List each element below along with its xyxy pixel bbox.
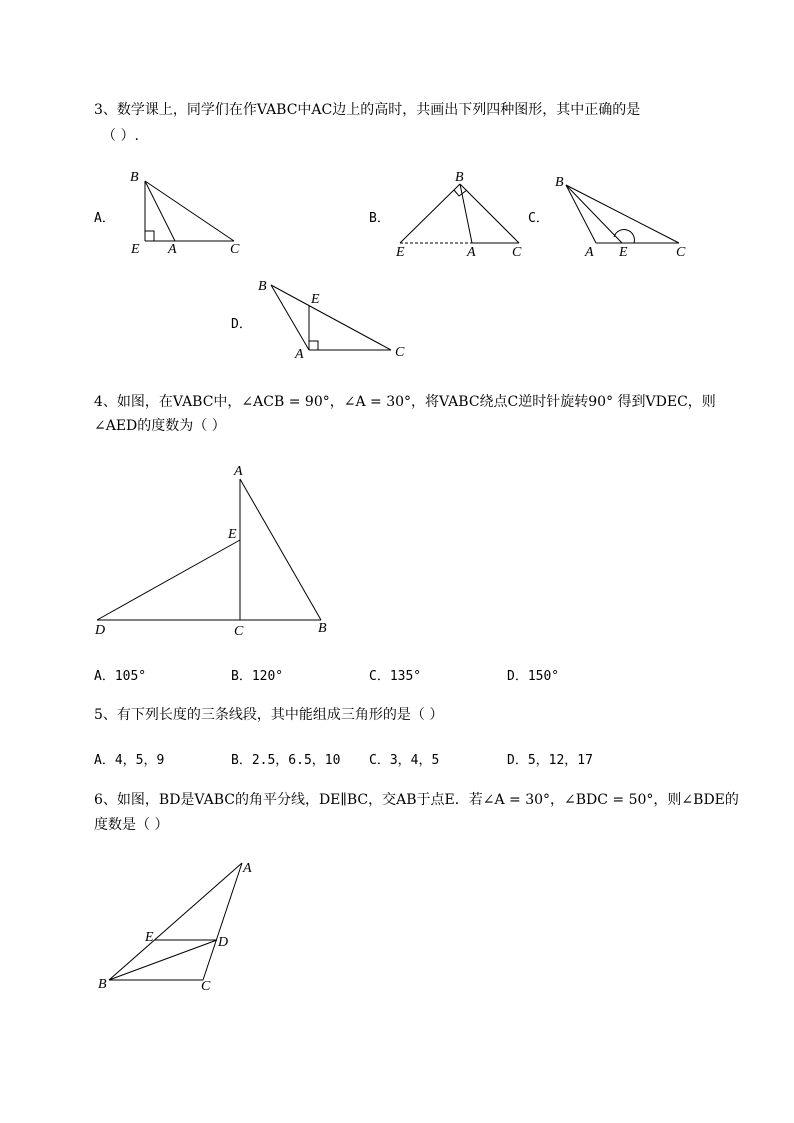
q3-option-c-label[interactable]: C． — [528, 211, 549, 226]
q4-stem-line2: ∠AED的度数为（ ） — [94, 418, 226, 434]
q6-bisector-bd — [109, 940, 217, 980]
q6-label-d: D — [218, 935, 229, 950]
q5-option-a[interactable]: A．4，5，9 — [94, 753, 165, 768]
q3-option-a-label[interactable]: A． — [94, 211, 115, 226]
q3c-label-c: C — [676, 245, 686, 260]
q3c-label-e: E — [619, 245, 628, 260]
q4-label-a: A — [234, 464, 243, 479]
q3-option-b-label[interactable]: B． — [369, 211, 390, 226]
q4-option-b[interactable]: B．120° — [231, 669, 284, 684]
q3b-label-c: C — [512, 245, 522, 260]
q3b-label-b: B — [455, 170, 464, 185]
q3d-label-c: C — [395, 345, 405, 360]
q3a-label-c: C — [230, 242, 240, 257]
q3-option-d-label[interactable]: D． — [231, 317, 252, 332]
q6-label-b: B — [98, 977, 107, 992]
q4-option-d[interactable]: D．150° — [507, 669, 560, 684]
q4-option-c[interactable]: C．135° — [369, 669, 422, 684]
q3a-label-e: E — [131, 242, 140, 257]
q3a-label-b: B — [130, 170, 139, 185]
q3c-label-a: A — [585, 245, 594, 260]
q3b-label-e: E — [396, 245, 405, 260]
q3c-label-b: B — [555, 175, 564, 190]
q5-option-d[interactable]: D．5，12，17 — [507, 753, 593, 768]
q4-label-b: B — [318, 621, 327, 636]
q6-label-a: A — [243, 861, 252, 876]
q4-label-e: E — [228, 527, 237, 542]
q5-option-c[interactable]: C．3，4，5 — [369, 753, 440, 768]
q3d-label-b: B — [258, 279, 267, 294]
q4-stem-line1: 4、如图，在VABC中，∠ACB = 90°，∠A = 30°，将VABC绕点C逆时针旋转90° 得到VDEC，则 — [94, 394, 716, 410]
q4-label-d: D — [95, 623, 106, 638]
q6-stem-line2: 度数是（ ） — [94, 817, 169, 833]
q6-label-c: C — [201, 979, 211, 994]
q4-label-c: C — [234, 624, 244, 639]
q3a-label-a: A — [168, 242, 177, 257]
q3d-label-a: A — [295, 347, 304, 362]
q6-stem-line1: 6、如图，BD是VABC的角平分线，DE∥BC，交AB于点E．若∠A = 30°，∠BDC = 50°，则∠BDE的 — [94, 792, 739, 808]
q5-stem: 5、有下列长度的三条线段，其中能组成三角形的是（ ） — [94, 707, 444, 723]
q4-option-a[interactable]: A．105° — [94, 669, 147, 684]
q3-stem-line1: 3、数学课上，同学们在作VABC中AC边上的高时，共画出下列四种图形，其中正确的是 — [94, 102, 641, 118]
q3d-label-e: E — [311, 292, 320, 307]
q6-label-e: E — [145, 930, 154, 945]
q3-stem-line2: （ ）. — [102, 128, 139, 144]
q5-option-b[interactable]: B．2.5，6.5，10 — [231, 753, 341, 768]
q3b-label-a: A — [467, 245, 476, 260]
